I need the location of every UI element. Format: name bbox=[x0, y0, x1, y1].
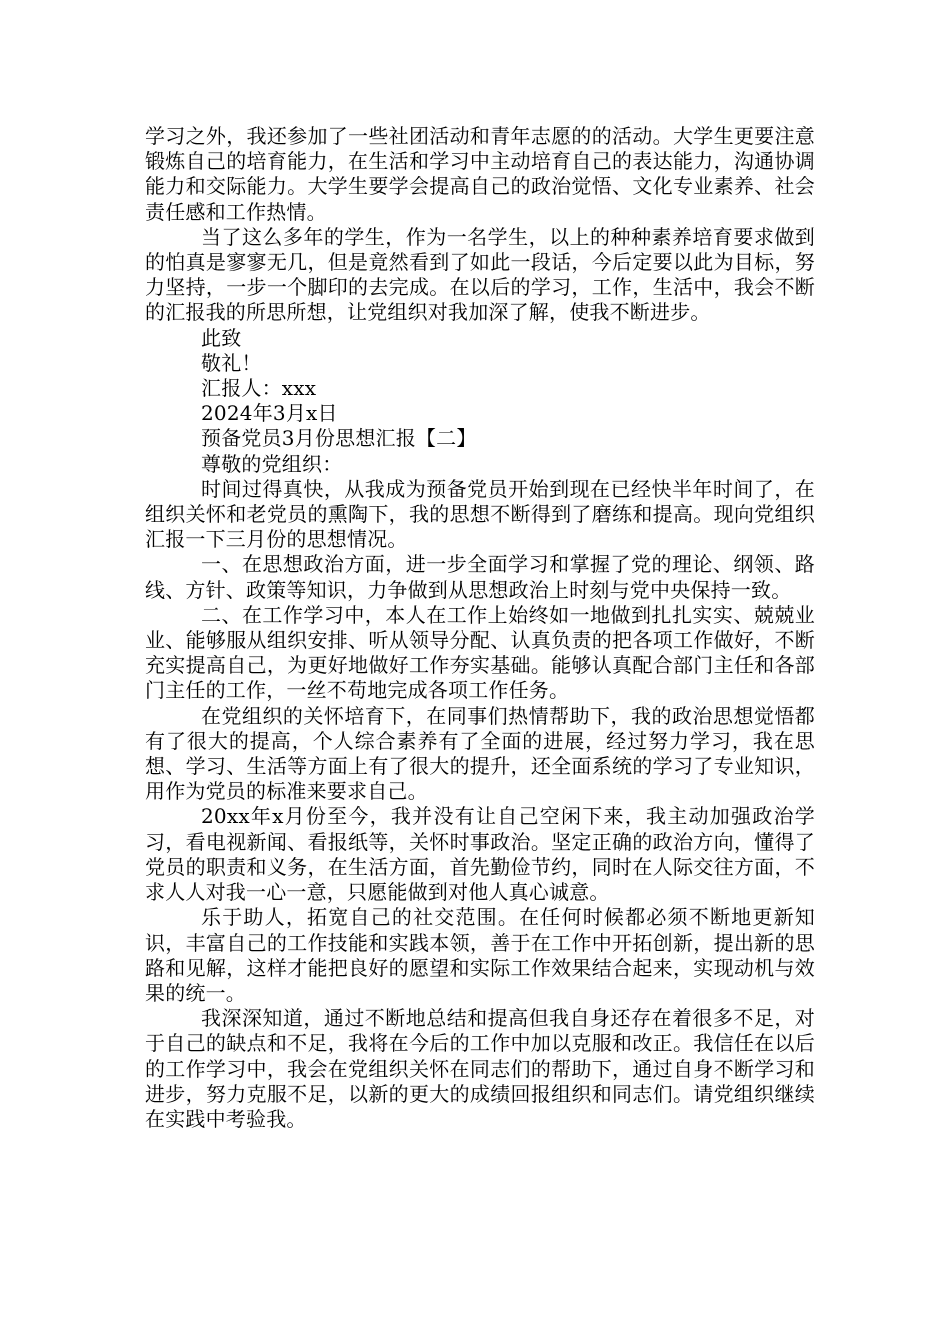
paragraph-study: 20xx年x月份至今，我并没有让自己空闲下来，我主动加强政治学习，看电视新闻、看报纸等，关怀时事政治。坚定正确的政治方向，懂得了党员的职责和义务，在生活方面，首先勤俭节约，同时在人际交往方面，不求人人对我一心一意，只愿能做到对他人真心诚意。 bbox=[145, 804, 815, 905]
paragraph-conclusion: 当了这么多年的学生，作为一名学生，以上的种种素养培育要求做到的怕真是寥寥无几，但是竟然看到了如此一段话，今后定要以此为目标，努力坚持，一步一个脚印的去完成。在以后的学习，工作，生活中，我会不断的汇报我的所思所想，让党组织对我加深了解，使我不断进步。 bbox=[145, 224, 815, 325]
paragraph-growth: 在党组织的关怀培育下，在同事们热情帮助下，我的政治思想觉悟都有了很大的提高，个人综合素养有了全面的进展，经过努力学习，我在思想、学习、生活等方面上有了很大的提升，还全面系统的学习了专业知识，用作为党员的标准来要求自己。 bbox=[145, 703, 815, 804]
paragraph-closing: 我深深知道，通过不断地总结和提高但我自身还存在着很多不足，对于自己的缺点和不足，我将在今后的工作中加以克服和改正。我信任在以后的工作学习中，我会在党组织关怀在同志们的帮助下，通过自身不断学习和进步，努力克服不足，以新的更大的成绩回报组织和同志们。请党组织继续在实践中考验我。 bbox=[145, 1006, 815, 1131]
paragraph-intro: 时间过得真快，从我成为预备党员开始到现在已经快半年时间了，在组织关怀和老党员的熏陶下，我的思想不断得到了磨练和提高。现向党组织汇报一下三月份的思想情况。 bbox=[145, 476, 815, 552]
paragraph-point-one: 一、在思想政治方面，进一步全面学习和掌握了党的理论、纲领、路线、方针、政策等知识，力争做到从思想政治上时刻与党中央保持一致。 bbox=[145, 552, 815, 602]
document-page bbox=[145, 124, 815, 1132]
reporter-signature: 汇报人：xxx bbox=[201, 376, 317, 401]
paragraph-helping: 乐于助人，拓宽自己的社交范围。在任何时候都必须不断地更新知识，丰富自己的工作技能和实践本领，善于在工作中开拓创新，提出新的思路和见解，这样才能把良好的愿望和实际工作效果结合起来，实现动机与效果的统一。 bbox=[145, 905, 815, 1005]
greeting: 尊敬的党组织： bbox=[201, 451, 343, 476]
paragraph-continuation: 学习之外，我还参加了一些社团活动和青年志愿的的活动。大学生更要注意锻炼自己的培育能力，在生活和学习中主动培育自己的表达能力，沟通协调能力和交际能力。大学生要学会提高自己的政治觉悟、文化专业素养、社会责任感和工作热情。 bbox=[145, 124, 815, 224]
paragraph-point-two: 二、在工作学习中，本人在工作上始终如一地做到扎扎实实、兢兢业业、能够服从组织安排、听从领导分配、认真负责的把各项工作做好，不断充实提高自己，为更好地做好工作夯实基础。能够认真配合部门主任和各部门主任的工作，一丝不苟地完成各项工作任务。 bbox=[145, 602, 815, 703]
closing-salutation: 此致 bbox=[201, 325, 242, 350]
section-title: 预备党员3月份思想汇报【二】 bbox=[201, 426, 477, 451]
report-date: 2024年3月x日 bbox=[201, 401, 338, 426]
closing-regards: 敬礼！ bbox=[201, 350, 262, 375]
